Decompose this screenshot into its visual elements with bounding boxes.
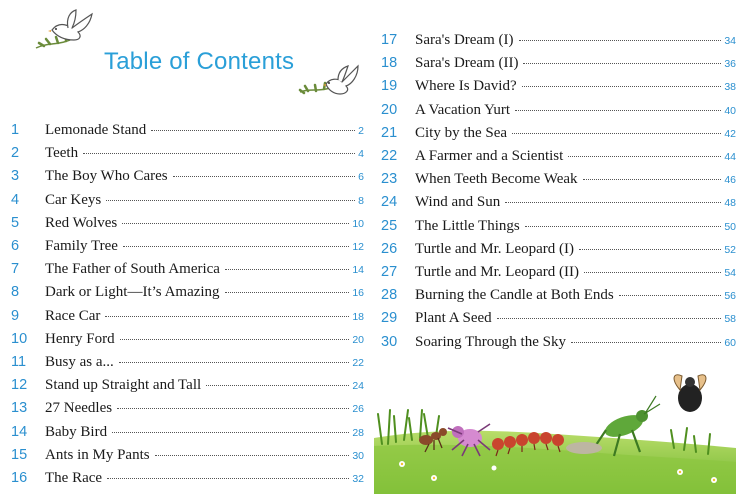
toc-entry-page: 20 xyxy=(352,333,364,346)
toc-entry-number: 25 xyxy=(381,217,398,234)
toc-dot-leader xyxy=(119,362,350,363)
toc-dot-leader xyxy=(120,339,350,340)
toc-dot-leader xyxy=(619,295,722,296)
toc-entry xyxy=(381,55,736,77)
toc-entry-number: 4 xyxy=(11,191,20,208)
toc-entry-page: 54 xyxy=(724,267,736,279)
dove-icon xyxy=(296,64,362,108)
toc-entry-number: 6 xyxy=(11,238,20,254)
toc-entry-number: 2 xyxy=(11,145,20,162)
toc-entry-page: 46 xyxy=(724,174,736,187)
toc-entry-number: 14 xyxy=(11,423,28,440)
toc-entry xyxy=(11,354,364,376)
toc-entry xyxy=(381,334,736,356)
toc-dot-leader xyxy=(225,269,349,270)
toc-entry-page: 4 xyxy=(358,148,364,161)
toc-dot-leader xyxy=(155,455,350,456)
toc-entry-number: 11 xyxy=(11,354,27,370)
toc-dot-leader xyxy=(583,179,722,180)
toc-dot-leader xyxy=(112,432,349,433)
dove-icon xyxy=(30,8,104,58)
toc-entry-number: 17 xyxy=(381,32,398,48)
toc-entry-page: 16 xyxy=(352,287,364,300)
toc-entry-page: 44 xyxy=(724,151,736,163)
toc-dot-leader xyxy=(512,133,721,134)
toc-entry-title: Sara's Dream (II) xyxy=(415,55,519,72)
toc-entry-page: 12 xyxy=(352,241,364,253)
toc-entry-page: 36 xyxy=(724,58,736,71)
toc-entry xyxy=(11,424,364,446)
toc-entry-number: 21 xyxy=(381,124,398,141)
toc-entry-page: 28 xyxy=(352,426,364,439)
toc-entry xyxy=(11,192,364,214)
toc-entry-number: 27 xyxy=(381,264,398,280)
toc-dot-leader xyxy=(106,200,355,201)
toc-entry xyxy=(381,125,736,147)
toc-entry xyxy=(11,447,364,469)
toc-entry-number: 5 xyxy=(11,214,20,231)
toc-entry-page: 24 xyxy=(352,380,364,393)
toc-entry-page: 8 xyxy=(358,194,364,207)
toc-dot-leader xyxy=(225,292,350,293)
toc-entry-title: Burning the Candle at Both Ends xyxy=(415,287,614,304)
toc-entry-page: 48 xyxy=(724,197,736,210)
toc-entry-title: Turtle and Mr. Leopard (I) xyxy=(415,240,574,257)
toc-entry-number: 13 xyxy=(11,400,28,417)
toc-entry xyxy=(11,470,364,492)
toc-entry-title: Dark or Light—It’s Amazing xyxy=(45,284,220,301)
toc-entry-page: 38 xyxy=(724,81,736,94)
toc-entry-number: 28 xyxy=(381,287,398,304)
toc-entry xyxy=(381,264,736,286)
toc-entry-title: Turtle and Mr. Leopard (II) xyxy=(415,264,579,280)
toc-entry-page: 14 xyxy=(352,264,364,277)
toc-dot-leader xyxy=(584,272,721,273)
toc-entry xyxy=(11,284,364,306)
toc-dot-leader xyxy=(505,202,721,203)
page-title: Table of Contents xyxy=(104,48,295,75)
toc-entry-title: Ants in My Pants xyxy=(45,446,150,463)
toc-entry-title: Henry Ford xyxy=(45,330,115,347)
toc-entry-page: 60 xyxy=(724,336,736,349)
toc-entry-page: 50 xyxy=(724,220,736,233)
toc-dot-leader xyxy=(105,316,349,317)
toc-entry-title: Race Car xyxy=(45,307,101,324)
toc-entry xyxy=(381,102,736,124)
toc-entry-title: Baby Bird xyxy=(45,423,108,440)
toc-entry-page: 34 xyxy=(724,35,736,47)
toc-entry xyxy=(381,287,736,309)
toc-entry-number: 24 xyxy=(381,194,398,211)
toc-entry-number: 3 xyxy=(11,168,20,185)
toc-entry-title: The Little Things xyxy=(415,217,520,234)
toc-entry-title: Sara's Dream (I) xyxy=(415,32,514,48)
toc-entry-title: Lemonade Stand xyxy=(45,122,147,138)
toc-dot-leader xyxy=(173,176,356,177)
toc-entry xyxy=(11,215,364,237)
toc-entry-title: City by the Sea xyxy=(415,124,508,141)
toc-entry xyxy=(381,194,736,216)
toc-entry xyxy=(381,78,736,100)
toc-entry-number: 30 xyxy=(381,333,398,350)
toc-entry-title: A Farmer and a Scientist xyxy=(415,148,564,164)
toc-entry xyxy=(381,218,736,240)
toc-entry-page: 6 xyxy=(358,171,364,184)
toc-entry xyxy=(11,400,364,422)
toc-dot-leader xyxy=(107,478,349,479)
toc-entry-page: 10 xyxy=(352,217,364,230)
toc-entry-number: 16 xyxy=(11,470,28,486)
toc-entry-number: 12 xyxy=(11,377,28,394)
toc-entry-number: 29 xyxy=(381,310,398,327)
toc-dot-leader xyxy=(522,86,722,87)
toc-entry-page: 2 xyxy=(358,125,364,137)
toc-entry-title: Car Keys xyxy=(45,191,102,208)
toc-entry-number: 23 xyxy=(381,171,398,188)
toc-dot-leader xyxy=(151,130,355,131)
toc-dot-leader xyxy=(568,156,721,157)
toc-entry-title: Stand up Straight and Tall xyxy=(45,377,202,394)
toc-entry-number: 7 xyxy=(11,261,20,278)
toc-entry-page: 32 xyxy=(352,473,364,485)
toc-dot-leader xyxy=(123,246,349,247)
toc-entry-title: The Race xyxy=(45,470,103,486)
toc-entry-number: 10 xyxy=(11,330,28,347)
toc-entry-title: Red Wolves xyxy=(45,214,118,231)
toc-entry-title: The Boy Who Cares xyxy=(45,168,168,185)
toc-entry-number: 18 xyxy=(381,55,398,72)
toc-entry-number: 22 xyxy=(381,148,398,164)
toc-dot-leader xyxy=(515,110,721,111)
toc-entry-page: 40 xyxy=(724,104,736,117)
toc-entry-title: A Vacation Yurt xyxy=(415,101,510,118)
toc-entry-title: Family Tree xyxy=(45,238,118,254)
toc-entry-page: 30 xyxy=(352,449,364,462)
toc-entry-page: 58 xyxy=(724,313,736,326)
toc-entry-number: 9 xyxy=(11,307,20,324)
toc-dot-leader xyxy=(519,40,722,41)
toc-entry xyxy=(381,32,736,54)
insects-on-grass-icon xyxy=(374,368,736,494)
toc-entry-number: 20 xyxy=(381,101,398,118)
toc-dot-leader xyxy=(83,153,355,154)
toc-entry xyxy=(381,310,736,332)
toc-dot-leader xyxy=(206,385,349,386)
toc-entry-number: 1 xyxy=(11,122,20,138)
toc-dot-leader xyxy=(579,249,721,250)
toc-entry-number: 19 xyxy=(381,78,398,95)
toc-entry xyxy=(11,122,364,144)
toc-entry xyxy=(11,238,364,260)
toc-entry-page: 18 xyxy=(352,310,364,323)
toc-entry xyxy=(11,377,364,399)
toc-entry-page: 26 xyxy=(352,403,364,416)
toc-entry-page: 52 xyxy=(724,243,736,256)
toc-dot-leader xyxy=(497,318,722,319)
toc-entry xyxy=(381,148,736,170)
toc-entry-title: Wind and Sun xyxy=(415,194,501,211)
toc-entry xyxy=(11,331,364,353)
toc-dot-leader xyxy=(523,63,721,64)
toc-entry-page: 42 xyxy=(724,127,736,140)
toc-entry xyxy=(11,308,364,330)
toc-dot-leader xyxy=(122,223,349,224)
toc-entry xyxy=(381,171,736,193)
toc-entry-number: 26 xyxy=(381,240,398,257)
toc-entry-title: 27 Needles xyxy=(45,400,113,417)
toc-entry-title: Where Is David? xyxy=(415,78,517,95)
toc-entry-title: Soaring Through the Sky xyxy=(415,333,566,350)
toc-entry xyxy=(381,241,736,263)
toc-entry xyxy=(11,145,364,167)
toc-entry-page: 22 xyxy=(352,357,364,369)
toc-entry-title: When Teeth Become Weak xyxy=(415,171,578,188)
toc-dot-leader xyxy=(117,408,349,409)
toc-entry-title: Busy as a... xyxy=(45,354,114,370)
toc-entry-number: 8 xyxy=(11,284,20,301)
toc-entry xyxy=(11,168,364,190)
toc-entry-title: Plant A Seed xyxy=(415,310,492,327)
toc-dot-leader xyxy=(571,342,721,343)
toc-entry-number: 15 xyxy=(11,446,28,463)
toc-entry-title: Teeth xyxy=(45,145,79,162)
toc-entry-page: 56 xyxy=(724,290,736,303)
toc-dot-leader xyxy=(525,226,722,227)
toc-entry xyxy=(11,261,364,283)
toc-entry-title: The Father of South America xyxy=(45,261,220,278)
